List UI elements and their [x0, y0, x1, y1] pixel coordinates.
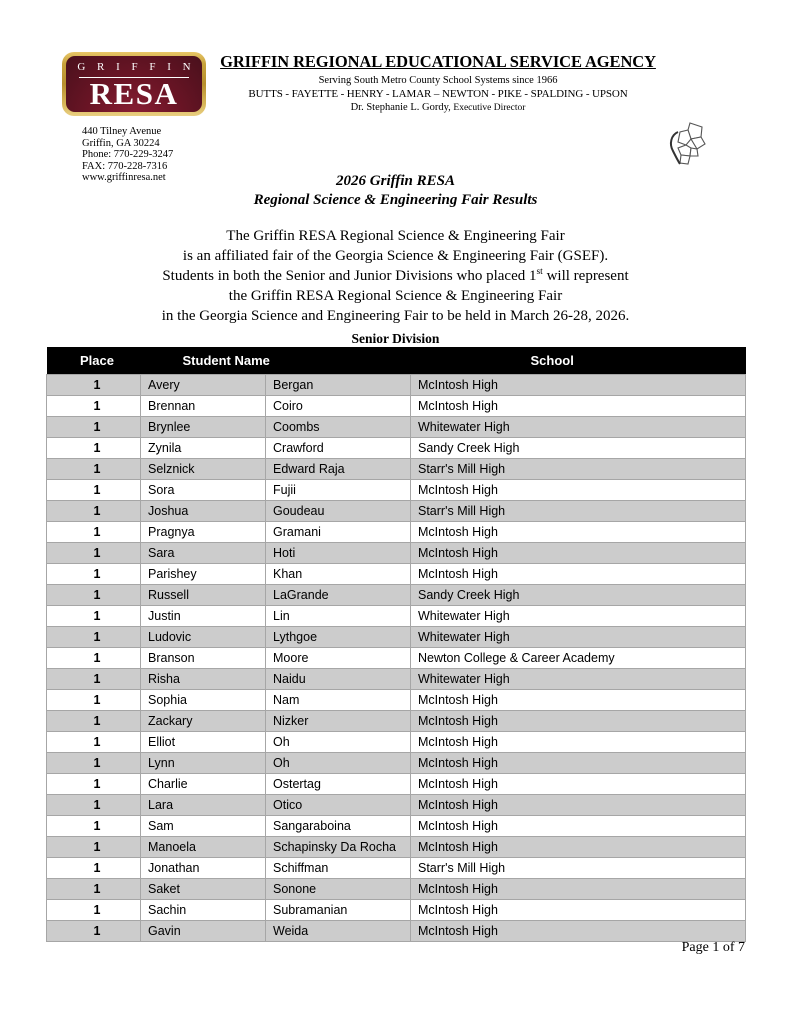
cell-place: 1 — [47, 564, 141, 585]
cell-place: 1 — [47, 480, 141, 501]
address-fax: FAX: 770-228-7316 — [82, 160, 168, 172]
cell-school: Starr's Mill High — [411, 459, 746, 480]
cell-place: 1 — [47, 438, 141, 459]
cell-last-name: Fujii — [266, 480, 411, 501]
intro-line-2: is an affiliated fair of the Georgia Science & Engineering Fair (GSEF). — [182, 248, 609, 264]
cell-place: 1 — [47, 732, 141, 753]
cell-first-name: Branson — [141, 648, 266, 669]
division-heading: Senior Division — [351, 331, 440, 346]
cell-place: 1 — [47, 501, 141, 522]
cell-first-name: Brennan — [141, 396, 266, 417]
cell-first-name: Jonathan — [141, 858, 266, 879]
cell-last-name: Subramanian — [266, 900, 411, 921]
cell-first-name: Risha — [141, 669, 266, 690]
intro-paragraph — [0, 226, 791, 326]
cell-first-name: Lara — [141, 795, 266, 816]
cell-last-name: LaGrande — [266, 585, 411, 606]
table-row — [47, 627, 746, 648]
table-row — [47, 564, 746, 585]
cell-place: 1 — [47, 417, 141, 438]
cell-place: 1 — [47, 375, 141, 396]
cell-last-name: Crawford — [266, 438, 411, 459]
cell-school: Whitewater High — [411, 606, 746, 627]
cell-last-name: Lin — [266, 606, 411, 627]
cell-first-name: Joshua — [141, 501, 266, 522]
cell-last-name: Schapinsky Da Rocha — [266, 837, 411, 858]
agency-tagline: Serving South Metro County School Systems since 1966 — [318, 75, 558, 86]
cell-place: 1 — [47, 669, 141, 690]
cell-school: McIntosh High — [411, 543, 746, 564]
cell-school: McIntosh High — [411, 732, 746, 753]
cell-place: 1 — [47, 585, 141, 606]
cell-last-name: Hoti — [266, 543, 411, 564]
cell-last-name: Sangaraboina — [266, 816, 411, 837]
cell-school: Whitewater High — [411, 669, 746, 690]
logo-griffin-text: G R I F F I N — [77, 61, 196, 73]
county-map-icon — [664, 118, 712, 170]
document-title — [0, 172, 791, 210]
cell-school: Starr's Mill High — [411, 501, 746, 522]
cell-first-name: Sora — [141, 480, 266, 501]
cell-place: 1 — [47, 711, 141, 732]
cell-school: McIntosh High — [411, 753, 746, 774]
cell-place: 1 — [47, 900, 141, 921]
table-row — [47, 795, 746, 816]
cell-place: 1 — [47, 816, 141, 837]
table-row — [47, 921, 746, 942]
cell-first-name: Saket — [141, 879, 266, 900]
cell-school: Whitewater High — [411, 417, 746, 438]
cell-first-name: Manoela — [141, 837, 266, 858]
agency-director — [218, 102, 658, 113]
table-row — [47, 900, 746, 921]
cell-school: McIntosh High — [411, 816, 746, 837]
table-row — [47, 879, 746, 900]
table-row — [47, 543, 746, 564]
cell-last-name: Sonone — [266, 879, 411, 900]
table-row — [47, 438, 746, 459]
table-row — [47, 774, 746, 795]
agency-heading-block — [218, 52, 658, 113]
cell-school: McIntosh High — [411, 375, 746, 396]
intro-line-5: in the Georgia Science and Engineering Fair to be held in March 26-28, 2026. — [161, 308, 630, 324]
cell-school: McIntosh High — [411, 690, 746, 711]
table-row — [47, 396, 746, 417]
cell-school: McIntosh High — [411, 795, 746, 816]
cell-place: 1 — [47, 795, 141, 816]
griffin-resa-logo — [62, 52, 206, 116]
cell-place: 1 — [47, 753, 141, 774]
column-header-place: Place — [47, 347, 141, 375]
table-row — [47, 648, 746, 669]
table-row — [47, 522, 746, 543]
cell-school: McIntosh High — [411, 480, 746, 501]
cell-first-name: Parishey — [141, 564, 266, 585]
table-row — [47, 417, 746, 438]
cell-school: Sandy Creek High — [411, 438, 746, 459]
table-row — [47, 837, 746, 858]
cell-first-name: Selznick — [141, 459, 266, 480]
table-row — [47, 816, 746, 837]
table-header-row — [47, 347, 746, 375]
cell-last-name: Naidu — [266, 669, 411, 690]
cell-first-name: Lynn — [141, 753, 266, 774]
address-phone: Phone: 770-229-3247 — [82, 149, 174, 161]
cell-place: 1 — [47, 921, 141, 942]
cell-place: 1 — [47, 627, 141, 648]
director-name: Dr. Stephanie L. Gordy, — [350, 102, 451, 113]
cell-last-name: Otico — [266, 795, 411, 816]
intro-line-3-suffix: will represent — [542, 268, 629, 284]
table-row — [47, 585, 746, 606]
cell-place: 1 — [47, 396, 141, 417]
intro-line-1: The Griffin RESA Regional Science & Engineering Fair — [226, 228, 565, 244]
cell-school: McIntosh High — [411, 396, 746, 417]
logo-resa-text: RESA — [89, 76, 179, 111]
address-city-state-zip: Griffin, GA 30224 — [82, 137, 160, 149]
cell-first-name: Sam — [141, 816, 266, 837]
table-row — [47, 375, 746, 396]
cell-school: McIntosh High — [411, 564, 746, 585]
cell-school: Starr's Mill High — [411, 858, 746, 879]
cell-last-name: Edward Raja — [266, 459, 411, 480]
cell-first-name: Ludovic — [141, 627, 266, 648]
cell-last-name: Goudeau — [266, 501, 411, 522]
cell-first-name: Russell — [141, 585, 266, 606]
results-table — [46, 347, 746, 942]
cell-first-name: Sara — [141, 543, 266, 564]
cell-place: 1 — [47, 648, 141, 669]
column-header-student-name: Student Name — [141, 347, 411, 375]
cell-place: 1 — [47, 858, 141, 879]
table-row — [47, 459, 746, 480]
cell-last-name: Ostertag — [266, 774, 411, 795]
intro-ordinal-suffix: st — [536, 267, 543, 277]
agency-title: GRIFFIN REGIONAL EDUCATIONAL SERVICE AGENCY — [220, 52, 656, 71]
cell-last-name: Schiffman — [266, 858, 411, 879]
cell-school: McIntosh High — [411, 879, 746, 900]
table-row — [47, 690, 746, 711]
page-footer: Page 1 of 7 — [681, 940, 745, 955]
cell-school: McIntosh High — [411, 837, 746, 858]
cell-place: 1 — [47, 774, 141, 795]
cell-first-name: Avery — [141, 375, 266, 396]
cell-school: Newton College & Career Academy — [411, 648, 746, 669]
cell-first-name: Zackary — [141, 711, 266, 732]
cell-last-name: Moore — [266, 648, 411, 669]
results-table-body — [47, 375, 746, 942]
director-title: Executive Director — [453, 103, 526, 113]
table-row — [47, 711, 746, 732]
table-row — [47, 732, 746, 753]
cell-school: McIntosh High — [411, 522, 746, 543]
cell-first-name: Zynila — [141, 438, 266, 459]
cell-last-name: Bergan — [266, 375, 411, 396]
cell-last-name: Nam — [266, 690, 411, 711]
cell-first-name: Sachin — [141, 900, 266, 921]
document-title-line2: Regional Science & Engineering Fair Results — [253, 192, 538, 208]
table-row — [47, 858, 746, 879]
cell-school: McIntosh High — [411, 921, 746, 942]
cell-place: 1 — [47, 606, 141, 627]
cell-last-name: Khan — [266, 564, 411, 585]
cell-school: McIntosh High — [411, 711, 746, 732]
address-street: 440 Tilney Avenue — [82, 126, 162, 137]
cell-last-name: Lythgoe — [266, 627, 411, 648]
cell-school: Sandy Creek High — [411, 585, 746, 606]
cell-school: McIntosh High — [411, 900, 746, 921]
results-table-head — [47, 347, 746, 375]
cell-place: 1 — [47, 459, 141, 480]
intro-line-3 — [0, 266, 791, 286]
cell-last-name: Gramani — [266, 522, 411, 543]
cell-first-name: Sophia — [141, 690, 266, 711]
column-header-school: School — [411, 347, 746, 375]
cell-place: 1 — [47, 837, 141, 858]
cell-first-name: Gavin — [141, 921, 266, 942]
cell-first-name: Justin — [141, 606, 266, 627]
cell-first-name: Pragnya — [141, 522, 266, 543]
cell-first-name: Brynlee — [141, 417, 266, 438]
agency-counties: BUTTS - FAYETTE - HENRY - LAMAR – NEWTON - PIKE - SPALDING - UPSON — [248, 88, 628, 100]
cell-place: 1 — [47, 879, 141, 900]
address-website: www.griffinresa.net — [82, 172, 166, 184]
cell-place: 1 — [47, 690, 141, 711]
cell-first-name: Charlie — [141, 774, 266, 795]
cell-place: 1 — [47, 543, 141, 564]
cell-school: Whitewater High — [411, 627, 746, 648]
intro-line-3-prefix: Students in both the Senior and Junior Divisions who placed 1 — [162, 268, 537, 284]
cell-place: 1 — [47, 522, 141, 543]
cell-last-name: Nizker — [266, 711, 411, 732]
table-row — [47, 606, 746, 627]
letterhead — [0, 48, 791, 128]
cell-last-name: Coombs — [266, 417, 411, 438]
table-row — [47, 669, 746, 690]
cell-school: McIntosh High — [411, 774, 746, 795]
table-row — [47, 501, 746, 522]
document-title-line1: 2026 Griffin RESA — [336, 173, 455, 189]
intro-line-4: the Griffin RESA Regional Science & Engineering Fair — [228, 288, 563, 304]
cell-last-name: Coiro — [266, 396, 411, 417]
table-row — [47, 753, 746, 774]
cell-last-name: Weida — [266, 921, 411, 942]
logo-inner — [66, 56, 202, 112]
cell-last-name: Oh — [266, 732, 411, 753]
cell-first-name: Elliot — [141, 732, 266, 753]
cell-last-name: Oh — [266, 753, 411, 774]
table-row — [47, 480, 746, 501]
